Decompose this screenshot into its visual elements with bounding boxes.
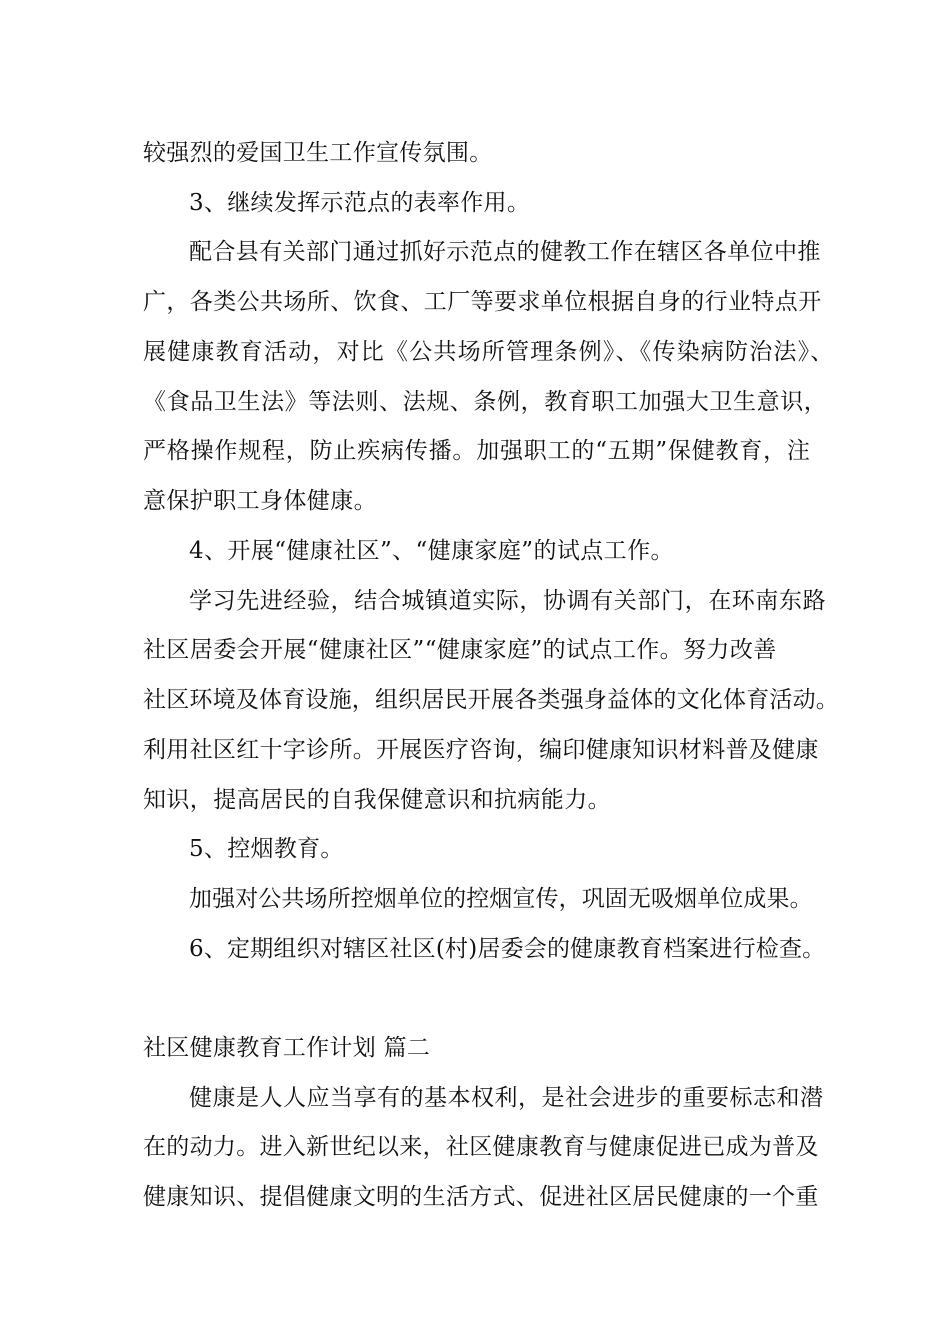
text-line: 知识，提高居民的自我保健意识和抗病能力。 bbox=[143, 787, 611, 813]
text-line: 社区环境及体育设施，组织居民开展各类强身益体的文化体育活动。 bbox=[143, 687, 839, 713]
text-line: 意保护职工身体健康。 bbox=[143, 488, 377, 514]
text-line: 严格操作规程，防止疾病传播。加强职工的“五期”保健教育，注 bbox=[143, 438, 811, 464]
text-line: 健康是人人应当享有的基本权利，是社会进步的重要标志和潜 bbox=[189, 1085, 824, 1111]
text-line: 学习先进经验，结合城镇道实际，协调有关部门，在环南东路 bbox=[189, 588, 827, 614]
text-line: 较强烈的爱国卫生工作宣传氛围。 bbox=[143, 140, 493, 166]
list-heading: 5、控烟教育。 bbox=[189, 836, 344, 862]
text-line: 在的动力。进入新世纪以来，社区健康教育与健康促进已成为普及 bbox=[143, 1134, 819, 1160]
section-title: 社区健康教育工作计划 篇二 bbox=[143, 1035, 431, 1061]
text-line: 配合县有关部门通过抓好示范点的健教工作在辖区各单位中推 bbox=[189, 239, 821, 265]
list-heading: 4、开展“健康社区”、“健康家庭”的试点工作。 bbox=[189, 538, 674, 564]
text-line: 展健康教育活动，对比《公共场所管理条例》、《传染病防治法》、 bbox=[143, 339, 835, 365]
text-line: 《食品卫生法》等法则、法规、条例，教育职工加强大卫生意识， bbox=[143, 389, 828, 415]
text-line: 加强对公共场所控烟单位的控烟宣传，巩固无吸烟单位成果。 bbox=[189, 886, 813, 912]
list-heading: 6、定期组织对辖区社区(村)居委会的健康教育档案进行检查。 bbox=[189, 936, 826, 962]
list-heading: 3、继续发挥示范点的表率作用。 bbox=[189, 190, 531, 216]
text-line: 广，各类公共场所、饮食、工厂等要求单位根据自身的行业特点开 bbox=[143, 289, 822, 315]
text-line: 健康知识、提倡健康文明的生活方式、促进社区居民健康的一个重 bbox=[143, 1184, 819, 1210]
text-line: 利用社区红十字诊所。开展医疗咨询，编印健康知识材料普及健康 bbox=[143, 737, 819, 763]
text-line: 社区居委会开展“健康社区”“健康家庭”的试点工作。努力改善 bbox=[143, 637, 777, 663]
